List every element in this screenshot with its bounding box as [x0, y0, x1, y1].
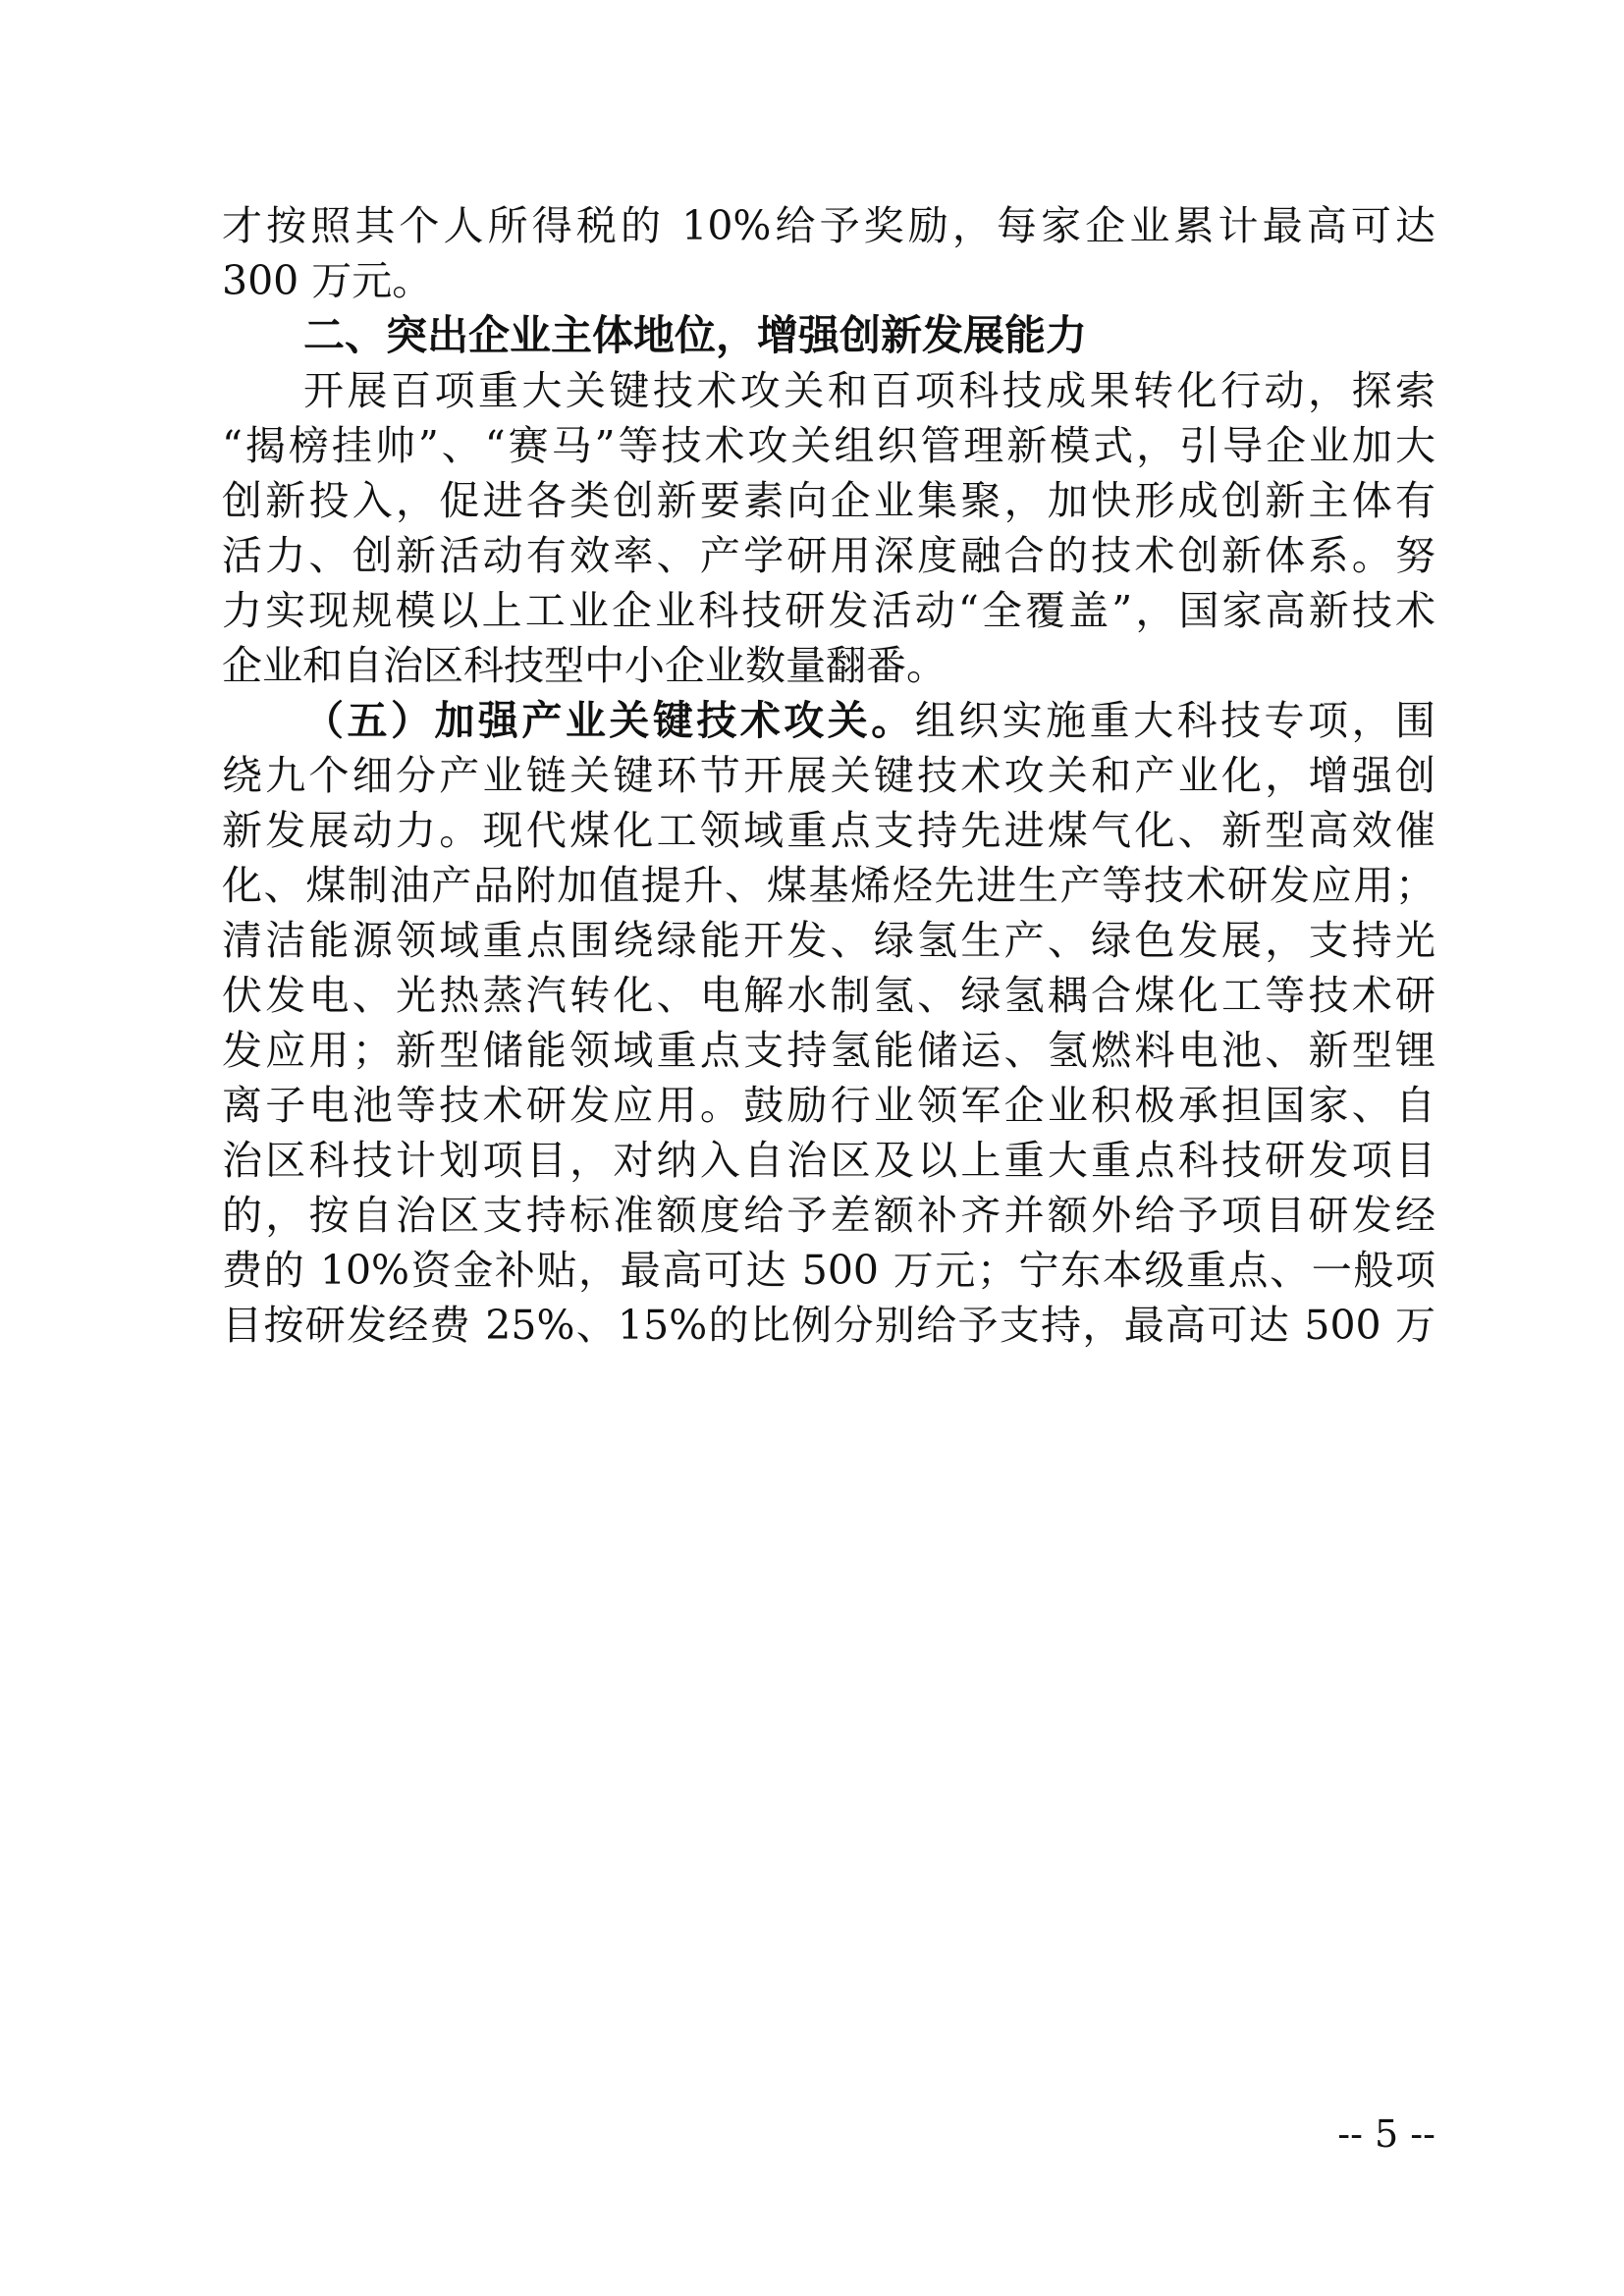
subsection-line: 离子电池等技术研发应用。鼓励行业领军企业积极承担国家、自 — [222, 1082, 1435, 1129]
section-paragraph-line: “揭榜挂帅”、“赛马”等技术攻关组织管理新模式，引导企业加大 — [222, 422, 1435, 469]
subsection-line: 伏发电、光热蒸汽转化、电解水制氢、绿氢耦合煤化工等技术研 — [222, 972, 1435, 1019]
subsection-line: 清洁能源领域重点围绕绿能开发、绿氢生产、绿色发展，支持光 — [222, 917, 1435, 964]
subsection-line: 发应用；新型储能领域重点支持氢能储运、氢燃料电池、新型锂 — [222, 1027, 1435, 1074]
intro-line-2: 300 万元。 — [222, 257, 433, 304]
section-paragraph-line: 力实现规模以上工业企业科技研发活动“全覆盖”，国家高新技术 — [222, 587, 1435, 634]
subsection-line: 费的 10%资金补贴，最高可达 500 万元；宁东本级重点、一般项 — [222, 1247, 1435, 1294]
subsection-line: 目按研发经费 25%、15%的比例分别给予支持，最高可达 500 万 — [222, 1302, 1435, 1349]
section-heading: 二、突出企业主体地位，增强创新发展能力 — [303, 311, 1088, 359]
section-paragraph-line: 开展百项重大关键技术攻关和百项科技成果转化行动，探索 — [303, 367, 1435, 414]
subsection-line: 化、煤制油产品附加值提升、煤基烯烃先进生产等技术研发应用； — [222, 862, 1435, 909]
subsection-first-line-text: 组织实施重大科技专项，围 — [914, 697, 1435, 744]
section-paragraph-line: 活力、创新活动有效率、产学研用深度融合的技术创新体系。努 — [222, 532, 1435, 579]
intro-line-1: 才按照其个人所得税的 10%给予奖励，每家企业累计最高可达 — [222, 202, 1435, 249]
section-paragraph-line: 企业和自治区科技型中小企业数量翻番。 — [222, 642, 947, 689]
subsection-line: 的，按自治区支持标准额度给予差额补齐并额外给予项目研发经 — [222, 1192, 1435, 1239]
section-paragraph-line: 创新投入，促进各类创新要素向企业集聚，加快形成创新主体有 — [222, 477, 1435, 524]
subsection-line: 绕九个细分产业链关键环节开展关键技术攻关和产业化，增强创 — [222, 752, 1435, 799]
page-number: -- 5 -- — [1337, 2112, 1435, 2156]
subsection-line: 新发展动力。现代煤化工领域重点支持先进煤气化、新型高效催 — [222, 807, 1435, 854]
subsection-title: （五）加强产业关键技术攻关。 — [303, 697, 915, 744]
subsection-line: 治区科技计划项目，对纳入自治区及以上重大重点科技研发项目 — [222, 1137, 1435, 1184]
